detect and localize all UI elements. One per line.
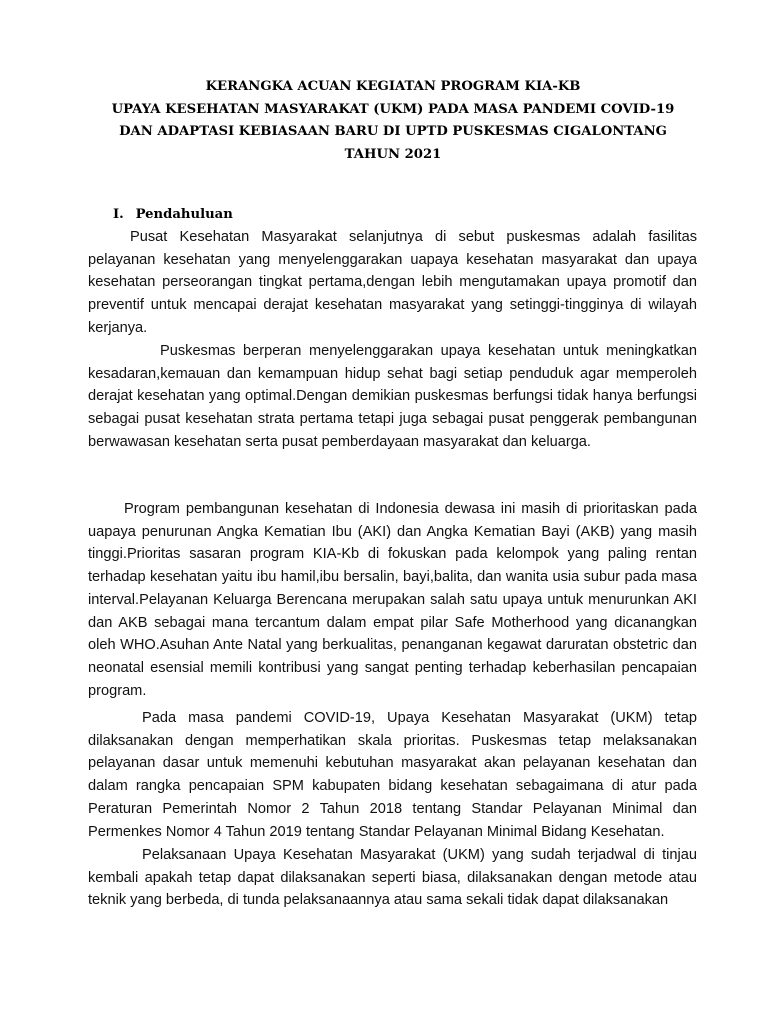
title-line: TAHUN 2021 [344,146,442,162]
section-heading [113,206,233,224]
body-paragraph: Pelaksanaan Upaya Kesehatan Masyarakat (UKM) yang sudah terjadwal di tinjau kembali apakah tetap dapat dilaksanakan seperti biasa, dilaksanakan dengan metode atau teknik yang berbeda, di tunda pelaksanaannya atau sama sekali tidak dapat dilaksanakan [88,847,697,909]
body-paragraph: Puskesmas berperan menyelenggarakan upaya kesehatan untuk meningkatkan kesadaran,kemauan dan kemampuan hidup sehat bagi setiap penduduk agar memperoleh derajat kesehatan yang optimal.Dengan demikian puskesmas berfungsi tidak hanya berfungsi sebagai pusat kesehatan strata pertama tetapi juga sebagai pusat penggerak pembangunan berwawasan kesehatan serta pusat pemberdayaan masyarakat dan keluarga. [88,343,697,450]
section-title: Pendahuluan [135,207,233,222]
title-line: DAN ADAPTASI KEBIASAAN BARU DI UPTD PUSKESMAS CIGALONTANG [119,124,667,139]
body-paragraph: Pusat Kesehatan Masyarakat selanjutnya di sebut puskesmas adalah fasilitas pelayanan kesehatan yang menyelenggarakan uapaya kesehatan masyarakat dan upaya kesehatan perseorangan tingkat pertama,dengan lebih mengutamakan upaya promotif dan preventif untuk mencapai derajat kesehatan masyarakat yang setinggi-tingginya di wilayah kerjanya. [88,229,697,336]
document-title [80,76,706,166]
body-paragraph: Program pembangunan kesehatan di Indonesia dewasa ini masih di prioritaskan pada uapaya penurunan Angka Kematian Ibu (AKI) dan Angka Kematian Bayi (AKB) yang masih tinggi.Prioritas sasaran program KIA-Kb di fokuskan pada kelompok yang paling rentan terhadap kesehatan yaitu ibu hamil,ibu bersalin, bayi,balita, dan wanita usia subur pada masa interval.Pelayanan Keluarga Berencana merupakan salah satu upaya untuk menurunkan AKI dan AKB sebagai mana tercantum dalam empat pilar Safe Motherhood yang dicanangkan oleh WHO.Asuhan Ante Natal yang berkualitas, penanganan kegawat daruratan obstetric dan neonatal esensial memili kontribusi yang sangat penting terhadap keberhasilan pencapaian program. [88,501,697,699]
title-line: KERANGKA ACUAN KEGIATAN PROGRAM KIA-KB [205,79,581,94]
title-line: UPAYA KESEHATAN MASYARAKAT (UKM) PADA MASA PANDEMI COVID-19 [111,101,675,117]
body-paragraph: Pada masa pandemi COVID-19, Upaya Kesehatan Masyarakat (UKM) tetap dilaksanakan dengan memperhatikan skala prioritas. Puskesmas tetap melaksanakan pelayanan dasar untuk memenuhi kebutuhan masyarakat akan pelayanan kesehatan dan dalam rangka pencapaian SPM kabupaten bidang kesehatan sebagaimana di atur pada Peraturan Pemerintah Nomor 2 Tahun 2018 tentang Standar Pelayanan Minimal dan Permenkes Nomor 4 Tahun 2019 tentang Standar Pelayanan Minimal Bidang Kesehatan. [88,710,697,840]
section-number: I. [113,207,124,222]
